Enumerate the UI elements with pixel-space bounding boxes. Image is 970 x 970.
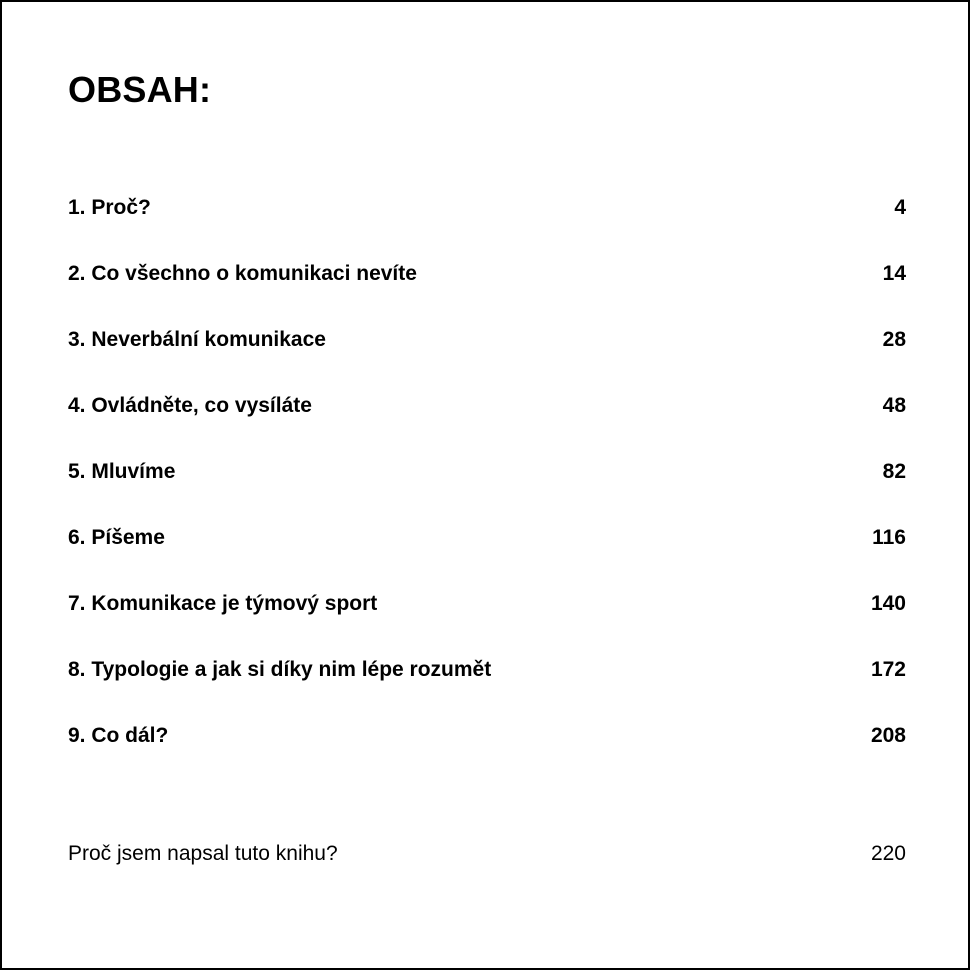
toc-entry-page: 82 [882, 460, 906, 483]
toc-entry-label: 7. Komunikace je týmový sport [68, 592, 378, 615]
toc-entry-page: 172 [870, 658, 906, 681]
toc-entry-page: 116 [872, 526, 906, 549]
table-of-contents [68, 175, 906, 769]
toc-entry-page: 4 [894, 196, 906, 219]
toc-extra-label: Proč jsem napsal tuto knihu? [68, 842, 338, 865]
toc-entry-9 [68, 703, 906, 769]
toc-entry-1 [68, 175, 906, 241]
toc-entry-label: 4. Ovládněte, co vysíláte [68, 394, 312, 417]
toc-entry-3 [68, 307, 906, 373]
toc-entry-6 [68, 505, 906, 571]
toc-entry-label: 1. Proč? [68, 196, 151, 219]
toc-entry-page: 140 [870, 592, 906, 615]
toc-entry-label: 3. Neverbální komunikace [68, 328, 326, 351]
toc-entry-2 [68, 241, 906, 307]
toc-entry-page: 208 [870, 724, 906, 747]
page-title: OBSAH: [68, 69, 212, 110]
toc-entry-label: 6. Píšeme [68, 526, 165, 549]
toc-entry-label: 5. Mluvíme [68, 460, 176, 483]
toc-entry-label: 2. Co všechno o komunikaci nevíte [68, 262, 417, 285]
toc-entry-4 [68, 373, 906, 439]
toc-extra-page: 220 [870, 842, 906, 865]
toc-entry-5 [68, 439, 906, 505]
toc-entry-label: 9. Co dál? [68, 724, 169, 747]
toc-entry-8 [68, 637, 906, 703]
toc-extra-entry [68, 835, 906, 873]
toc-entry-page: 14 [882, 262, 906, 285]
toc-entry-7 [68, 571, 906, 637]
toc-entry-page: 48 [882, 394, 906, 417]
toc-entry-label: 8. Typologie a jak si díky nim lépe rozumět [68, 658, 492, 681]
toc-entry-page: 28 [882, 328, 906, 351]
